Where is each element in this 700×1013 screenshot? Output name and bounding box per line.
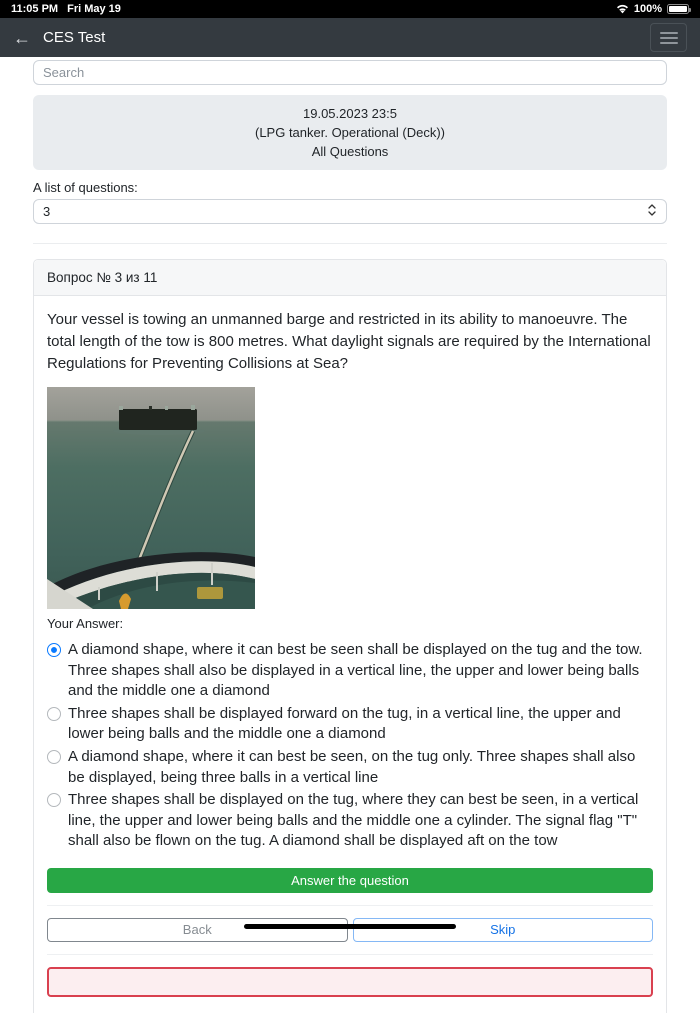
test-category: (LPG tanker. Operational (Deck)) [254, 125, 446, 140]
hamburger-icon [660, 32, 678, 34]
back-button[interactable]: Back [47, 918, 348, 942]
test-info-box [33, 95, 667, 170]
wifi-icon [616, 4, 629, 14]
finish-test-button[interactable] [47, 967, 653, 997]
search-input[interactable] [33, 60, 667, 85]
menu-button[interactable] [650, 23, 687, 52]
status-date: Fri May 19 [67, 3, 121, 15]
your-answer-label: Your Answer: [47, 616, 124, 632]
answer-option-label: A diamond shape, where it can best be seen, on the tug only. Three shapes shall also be displayed, being three balls in a vertical line [68, 747, 636, 786]
question-text: Your vessel is towing an unmanned barge and restricted in its ability to manoeuvre. The total length of the tow is 800 metres. What daylight signals are required by the International Regulations for Preventing Collisions at Sea? [47, 311, 651, 372]
radio-icon[interactable] [47, 750, 61, 764]
radio-icon[interactable] [47, 707, 61, 721]
question-card-header: Вопрос № 3 из 11 [34, 260, 666, 296]
answer-option-label: Three shapes shall be displayed forward on the tug, in a vertical line, the upper and lower being balls and the middle one a diamond [68, 704, 621, 743]
button-divider [47, 905, 653, 906]
answer-option[interactable] [47, 640, 653, 702]
question-card [33, 259, 667, 1013]
radio-icon[interactable] [47, 793, 61, 807]
status-time: 11:05 PM [11, 3, 59, 15]
question-number-select[interactable] [33, 199, 667, 224]
answer-options [47, 640, 653, 851]
radio-icon[interactable] [47, 643, 61, 657]
select-value: 3 [43, 204, 51, 219]
back-arrow-icon[interactable]: ← [13, 27, 31, 48]
status-bar [0, 0, 700, 18]
skip-button[interactable]: Skip [353, 918, 654, 942]
test-scope: All Questions [311, 144, 389, 159]
home-indicator[interactable] [244, 924, 456, 929]
answer-question-button[interactable]: Answer the question [47, 868, 653, 893]
question-list-label: A list of questions: [33, 180, 138, 195]
answer-option-label: Three shapes shall be displayed on the tug, where they can best be seen, in a vertical line, the upper and lower being balls and the middle one a cylinder. The signal flag "T" shall also be flown on the tug. A diamond shall be displayed aft on the tow [68, 791, 639, 850]
answer-option[interactable] [47, 790, 653, 852]
battery-icon [667, 4, 689, 14]
page-content [0, 57, 700, 1013]
chevron-up-down-icon [647, 203, 657, 220]
battery-percent: 100% [633, 3, 662, 15]
section-divider [33, 243, 667, 244]
answer-option[interactable] [47, 747, 653, 788]
question-photo [47, 387, 255, 609]
answer-option[interactable] [47, 704, 653, 745]
app-navbar [0, 18, 700, 57]
answer-option-label: A diamond shape, where it can best be seen shall be displayed on the tug and the tow. Three shapes shall also be displayed in a vertical line, the upper and lower being balls and the middle one a diamond [68, 641, 643, 700]
test-datetime: 19.05.2023 23:5 [303, 106, 397, 121]
button-divider-2 [47, 954, 653, 955]
app-title: CES Test [43, 29, 106, 46]
